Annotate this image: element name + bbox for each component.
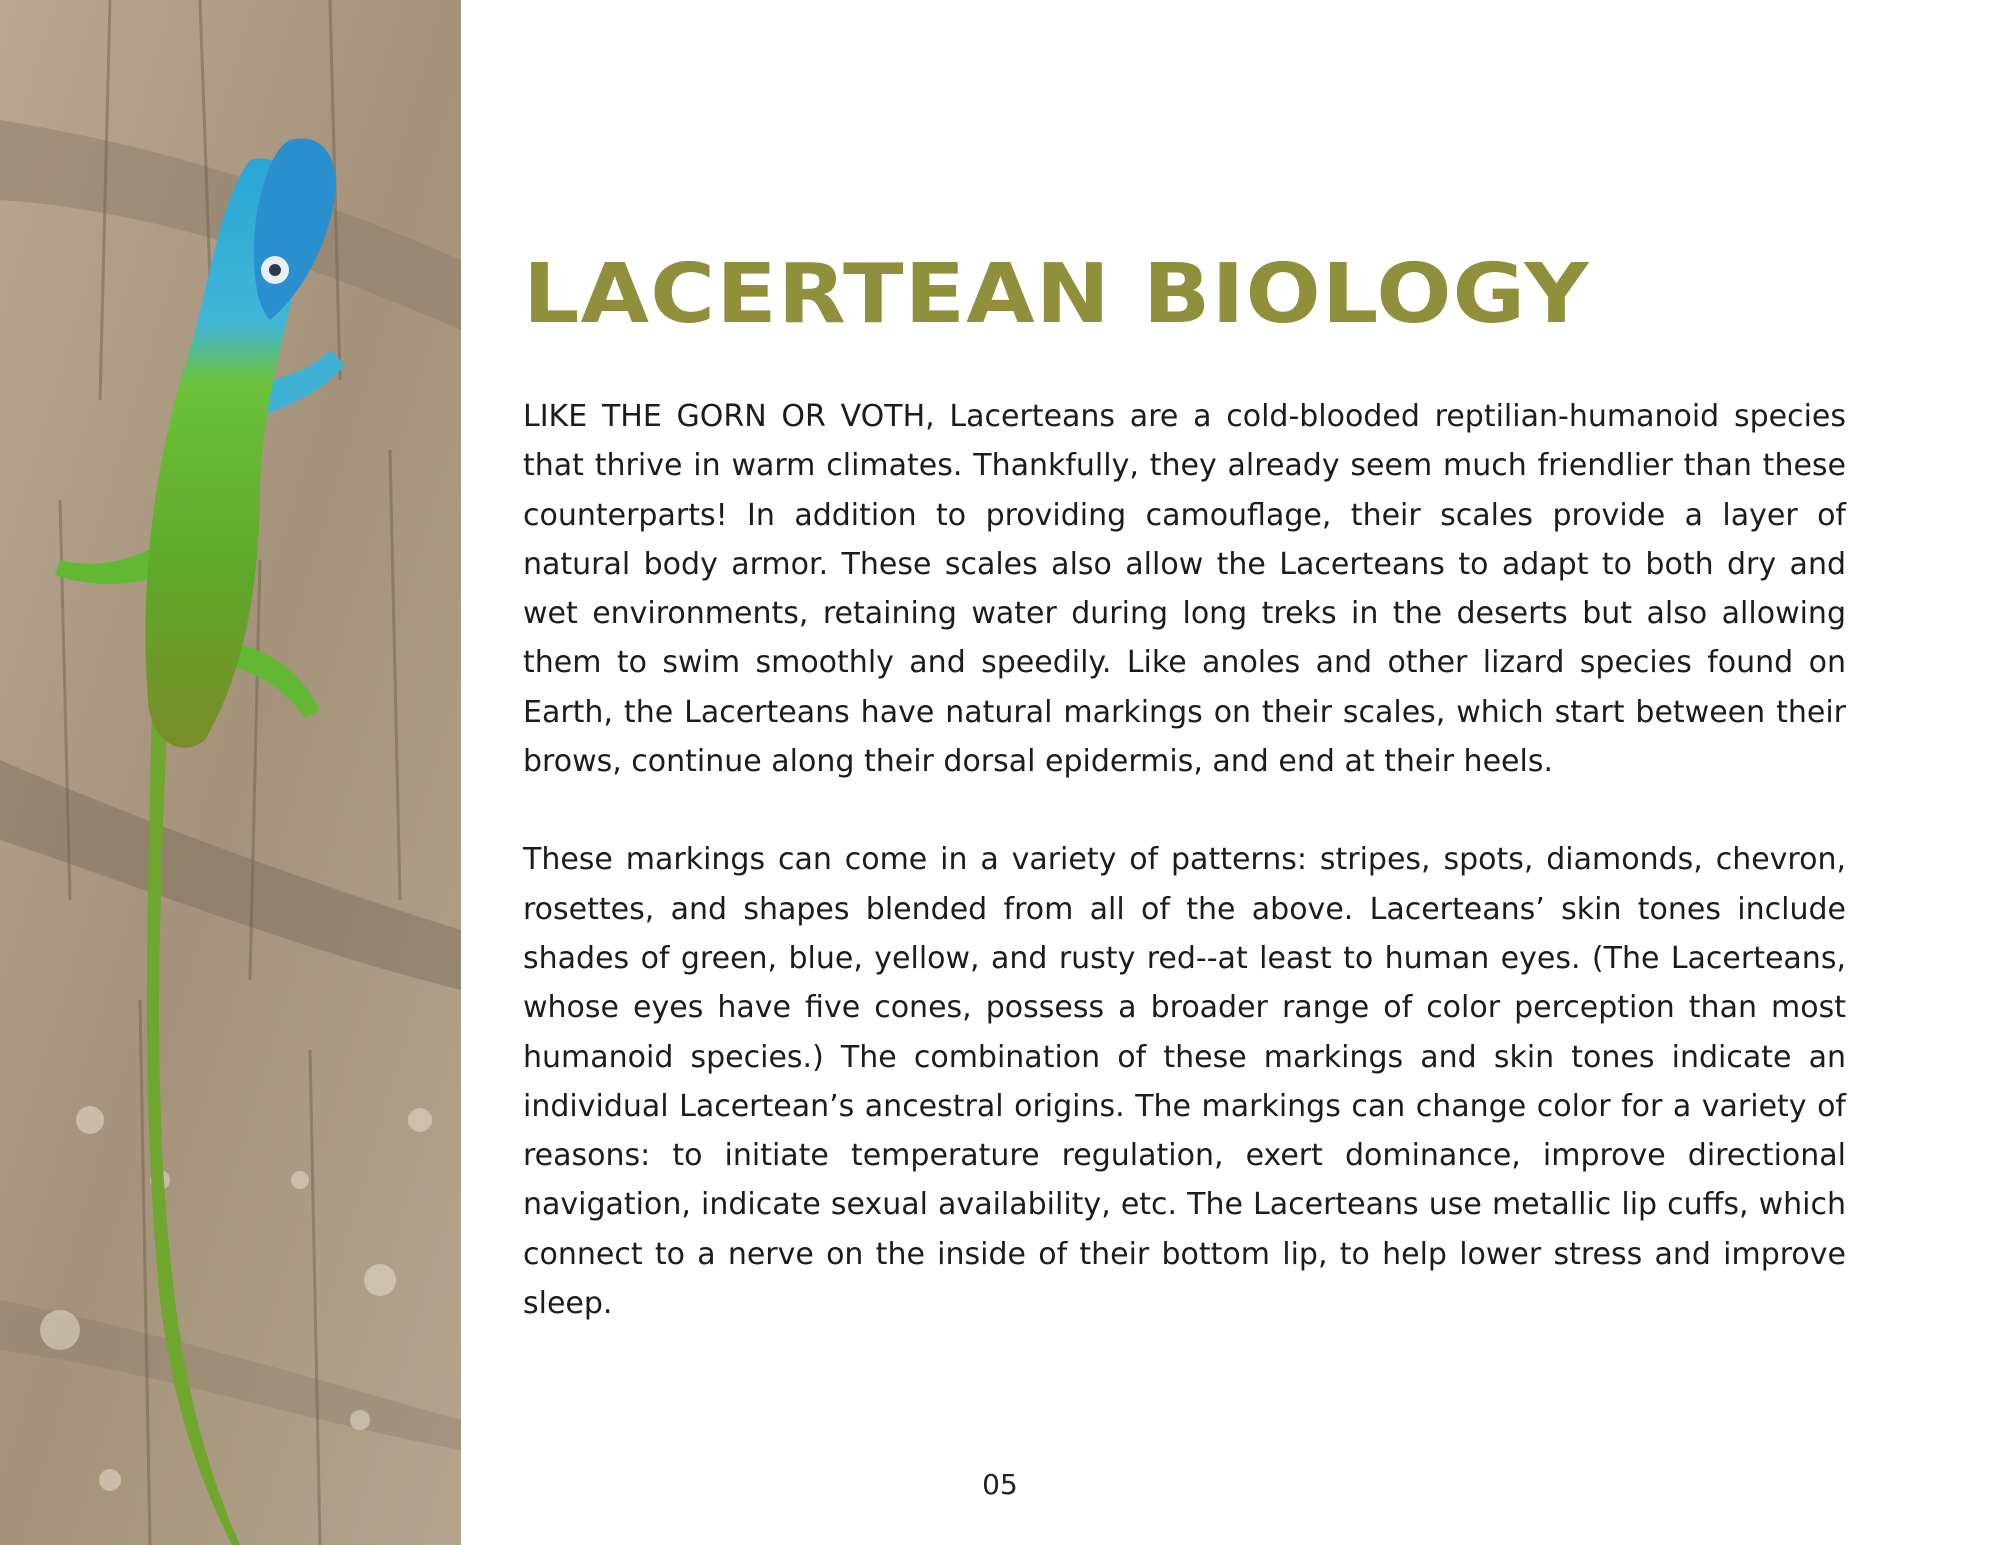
page-title: LACERTEAN BIOLOGY [523,247,1590,342]
article [523,240,1846,1328]
anole-lizard-image [0,0,461,1545]
body-paragraph-2: These markings can come in a variety of patterns: stripes, spots, diamonds, chevron, rosettes, and shapes blended from all of the above. Lacerteans’ skin tones include shades of green, blue, yellow, and rusty red--at least to human eyes. (The Lacerteans, whose eyes have five cones, possess a broader range of color perception than most humanoid species.) The combination of these markings and skin tones indicate an individual Lacertean’s ancestral origins. The markings can change color for a variety of reasons: to initiate temperature regulation, exert dominance, improve directional navigation, indicate sexual availability, etc. The Lacerteans use metallic lip cuffs, which connect to a nerve on the inside of their bottom lip, to help lower stress and improve sleep. [523,842,1846,1322]
lizard-photo [0,0,461,1545]
page-number: 05 [982,1468,1018,1501]
body-paragraph-1: LIKE THE GORN OR VOTH, Lacerteans are a cold-blooded reptilian-humanoid species that thrive in warm climates. Thankfully, they already seem much friendlier than these counterparts! In addition to providing camouflage, their scales provide a layer of natural body armor. These scales also allow the Lacerteans to adapt to both dry and wet environments, retaining water during long treks in the deserts but also allowing them to swim smoothly and speedily. Like anoles and other lizard species found on Earth, the Lacerteans have natural markings on their scales, which start between their brows, continue along their dorsal epidermis, and end at their heels. [523,399,1846,780]
